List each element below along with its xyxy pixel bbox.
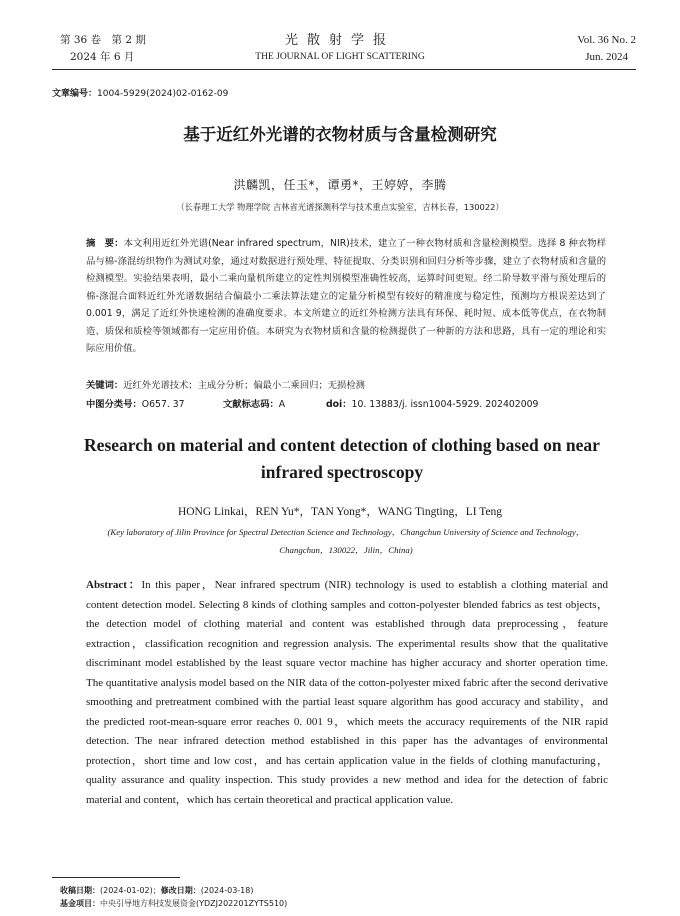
header-divider	[52, 69, 636, 70]
doi-label: doi：	[326, 399, 352, 410]
clc-label: 中图分类号：	[86, 399, 142, 410]
doi-value: 10. 13883/j. issn1004-5929. 202402009	[351, 399, 539, 410]
fund-value: 中央引导地方科技发展资金(YDZJ202201ZYTS510)	[100, 899, 288, 908]
date-en: Jun. 2024	[585, 51, 628, 63]
abstract-cn-text: 本文利用近红外光谱(Near infrared spectrum，NIR)技术，建立了一种衣物材质和含量检测模型。选择 8 种衣物样品与棉-涤混纺织物作为测试对象，通过对数据进行预处理、特征提取、分类识别和回归分析等步骤，建立了衣物材质和含量的检测模型。实验结果表明，最小二乘向量机所建立的定性判别模型准确性较高，运算时间更短。经二阶导数平滑与预处理后的棉-涤混合面料近红外光谱数据结合偏最小二乘法算法建立的定量分析模型有较好的精准度与稳定性，预测均方根误差达到了 0.001 9，满足了近红外快速检测的准确度要求。本文所建立的近红外检测方法具有环保、耗时短、成本低等优点，在衣物制造、质保和质检等领域都有一定应用价值。本研究为衣物材质和含量的检测提供了一种新的方法和思路，具有一定的理论和实际应用价值。	[86, 238, 606, 354]
article-number-value: 1004-5929(2024)02-0162-09	[97, 89, 229, 99]
abstract-cn	[86, 235, 606, 358]
article-number-label: 文章编号：	[52, 89, 98, 99]
affiliation-cn: （长春理工大学 物理学院 吉林省光谱探测科学与技术重点实验室，吉林长春，130022）	[176, 202, 504, 212]
affiliation-en: (Key laboratory of Jilin Province for Spectral Detection Science and Technology，Changchun University of Science and Technology，Changchun，130022，Jilin，China)	[107, 527, 585, 555]
revised-label: 修改日期：	[160, 886, 201, 895]
paper-title-en: Research on material and content detection of clothing based on near infrared spectroscopy	[84, 435, 600, 482]
doc-code-value: A	[278, 399, 286, 410]
received-value: (2024-01-02)	[100, 886, 153, 895]
clc-value: O657. 37	[141, 399, 185, 410]
journal-title-cn: 光散射学报	[284, 33, 395, 48]
journal-title-en: THE JOURNAL OF LIGHT SCATTERING	[255, 52, 425, 62]
footnotes	[60, 884, 287, 910]
revised-value: (2024-03-18)	[200, 886, 254, 895]
keywords-cn-label: 关键词：	[86, 380, 124, 391]
keywords-cn	[86, 377, 606, 391]
volume-issue-cn: 第 36 卷 第 2 期	[60, 34, 146, 46]
dates-line: 收稿日期：(2024-01-02)；修改日期：(2024-03-18)	[60, 886, 254, 895]
abstract-en	[86, 576, 608, 810]
authors-en: HONG Linkai，REN Yu*，TAN Yong*，WANG Tingting，LI Teng	[177, 506, 503, 518]
paper-title-cn: 基于近红外光谱的衣物材质与含量检测研究	[183, 125, 497, 144]
header-right	[577, 32, 636, 66]
abstract-en-text: In this paper，Near infrared spectrum (NIR) technology is used to establish a clothing material and content detection model. Selecting 8 kinds of clothing samples and cotton-polyester blended fabrics as test objects，the detection model of clothing material and content was established through data preprocessing，feature extraction，classification recognition and regression analysis. The experimental results show that the qualitative discriminant model established by the least square vector machine has higher accuracy and shorter operation time. The quantitative analysis model based on the NIR data of the cotton-polyester mixed fabric after the second derivative smoothing and pretreatment combined with the partial least square algorithm has good accuracy and stability，and the predicted root-mean-square error reaches 0. 001 9，which meets the accuracy requirements of the NIR rapid detection. The near infrared detection method established in this paper has the advantages of environmental protection，short time and low cost，and has certain application value in the fields of clothing manufacturing，quality assurance and quality inspection. This study provides a new method and idea for the detection of fabric material and content，which has certain theoretical and practical application value.	[86, 579, 608, 806]
authors-cn: 洪麟凯，任玉*，谭勇*，王婷婷，李腾	[233, 178, 447, 192]
footnote-divider	[52, 877, 180, 878]
fund-label: 基金项目：	[60, 899, 100, 908]
doc-code	[223, 396, 285, 410]
doc-code-label: 文献标志码：	[223, 399, 279, 410]
abstract-en-label: Abstract：	[86, 579, 142, 591]
fund-line	[60, 897, 287, 910]
volume-issue-en: Vol. 36 No. 2	[577, 34, 636, 46]
clc-number	[86, 396, 185, 410]
date-cn: 2024 年 6 月	[70, 51, 135, 63]
article-number	[52, 86, 228, 99]
keywords-cn-text: 近红外光谱技术；主成分分析；偏最小二乘回归；无损检测	[123, 380, 365, 391]
received-label: 收稿日期：	[60, 886, 100, 895]
abstract-cn-label: 摘 要：	[86, 238, 124, 249]
doi	[326, 396, 538, 410]
